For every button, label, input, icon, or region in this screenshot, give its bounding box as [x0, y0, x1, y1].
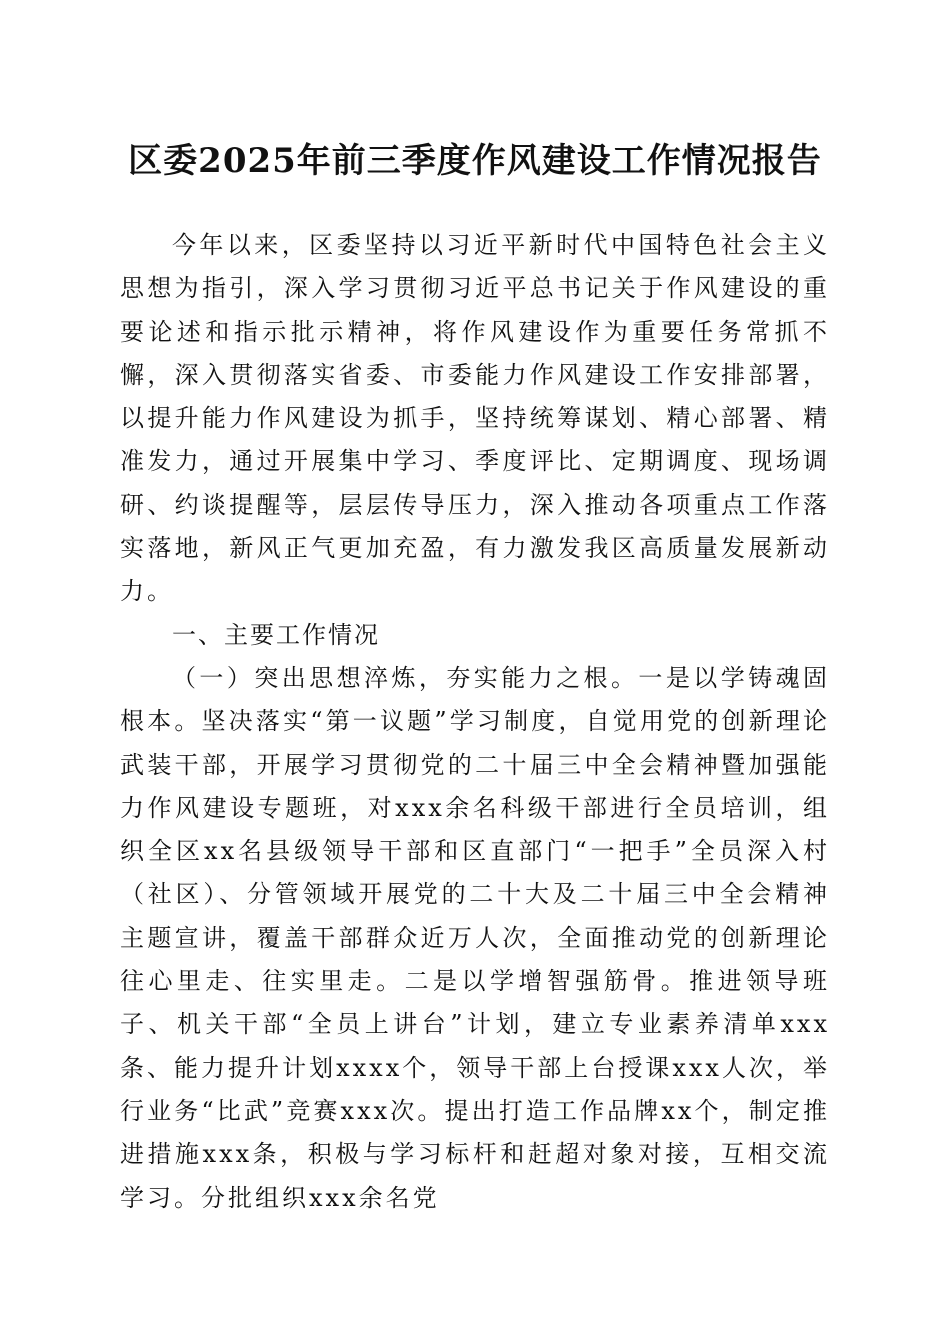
document-body: [120, 224, 830, 1220]
intro-paragraph: 今年以来，区委坚持以习近平新时代中国特色社会主义思想为指引，深入学习贯彻习近平总书记关于作风建设的重要论述和指示批示精神，将作风建设作为重要任务常抓不懈，深入贯彻落实省委、市委能力作风建设工作安排部署，以提升能力作风建设为抓手，坚持统筹谋划、精心部署、精准发力，通过开展集中学习、季度评比、定期调度、现场调研、约谈提醒等，层层传导压力，深入推动各项重点工作落实落地，新风正气更加充盈，有力激发我区高质量发展新动力。: [120, 231, 830, 606]
document-title: 区委2025年前三季度作风建设工作情况报告: [128, 141, 822, 181]
section-heading-main-work: 一、主要工作情况: [172, 620, 380, 649]
section-paragraph-thought-tempering: （一）突出思想淬炼，夯实能力之根。一是以学铸魂固根本。坚决落实“第一议题”学习制度，自觉用党的创新理论武装干部，开展学习贯彻党的二十届三中全会精神暨加强能力作风建设专题班，对xxx余名科级干部进行全员培训，组织全区xx名县级领导干部和区直部门“一把手”全员深入村（社区）、分管领域开展党的二十大及二十届三中全会精神主题宣讲，覆盖干部群众近万人次，全面推动党的创新理论往心里走、往实里走。二是以学增智强筋骨。推进领导班子、机关干部“全员上讲台”计划，建立专业素养清单xxx条、能力提升计划xxxx个，领导干部上台授课xxx人次，举行业务“比武”竞赛xxx次。提出打造工作品牌xx个，制定推进措施xxx条，积极与学习标杆和赶超对象对接，互相交流学习。分批组织xxx余名党: [120, 663, 830, 1212]
